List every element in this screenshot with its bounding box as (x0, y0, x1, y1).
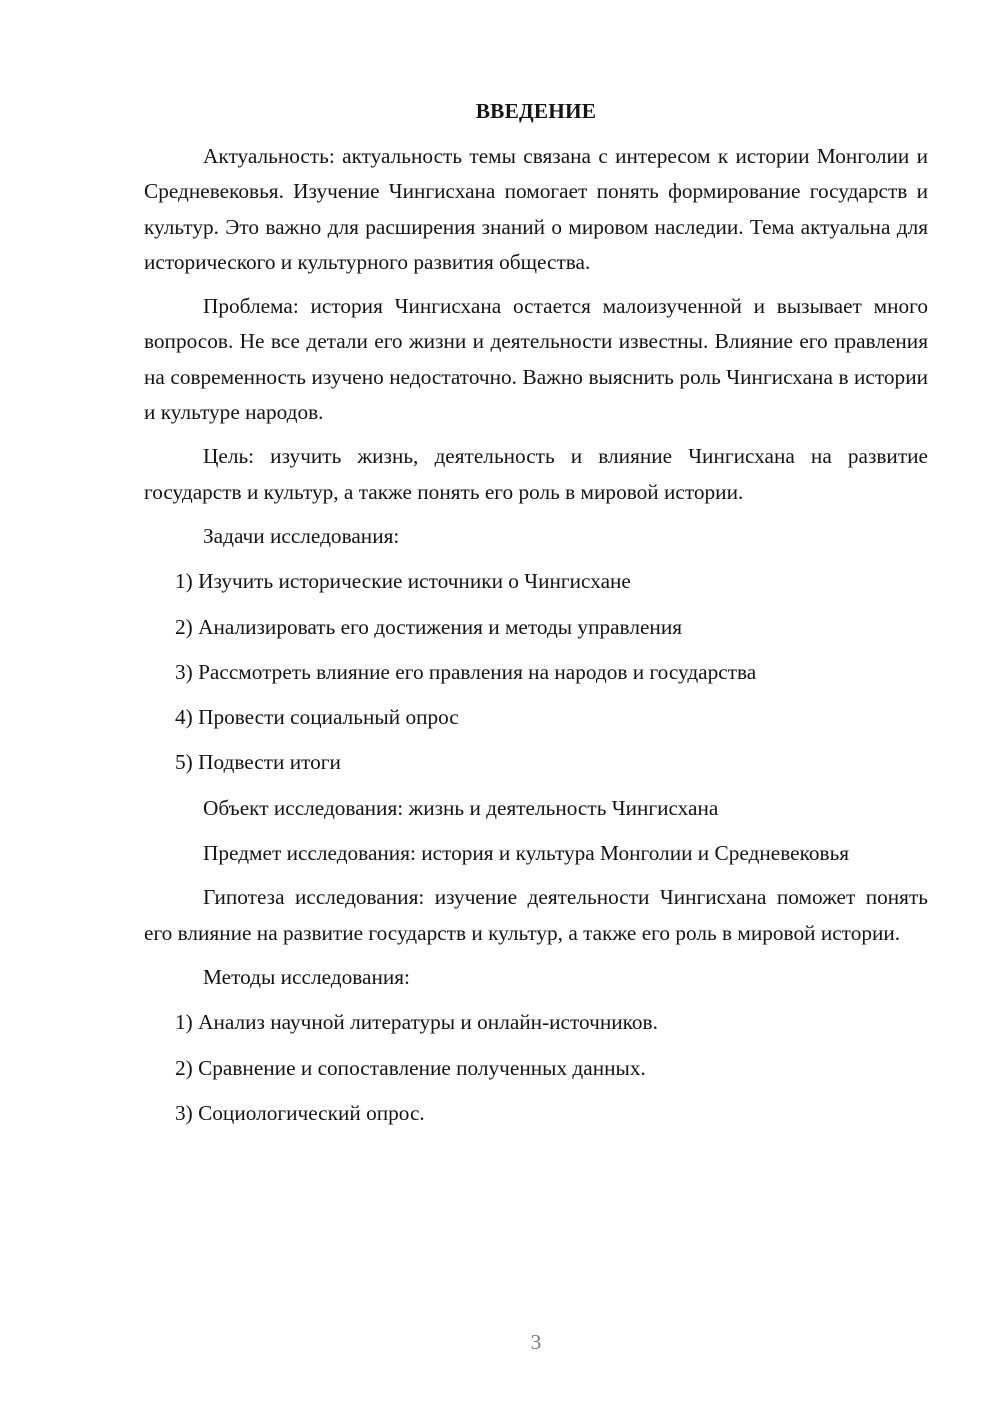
research-subject: Предмет исследования: история и культура Монголии и Средневековья (203, 841, 850, 866)
method-item: 1) Анализ научной литературы и онлайн-источников. (175, 1010, 658, 1035)
task-item: 5) Подвести итоги (175, 750, 341, 775)
problem-paragraph: Проблема: история Чингисхана остается малоизученной и вызывает много вопросов. Не все детали его жизни и деятельности известны. Влияние его правления на современность изучено недостаточно. Важно выяснить роль Чингисхана в истории и культуре народов. (144, 294, 928, 425)
page-number: 3 (530, 1330, 542, 1354)
task-item: 1) Изучить исторические источники о Чингисхане (175, 569, 631, 594)
research-object: Объект исследования: жизнь и деятельность Чингисхана (203, 795, 719, 820)
methods-heading: Методы исследования: (203, 964, 410, 989)
goal-paragraph: Цель: изучить жизнь, деятельность и влияние Чингисхана на развитие государств и культур, а также понять его роль в мировой истории. (144, 444, 928, 504)
tasks-heading: Задачи исследования: (203, 523, 400, 548)
task-item: 4) Провести социальный опрос (175, 705, 459, 730)
method-item: 3) Социологический опрос. (175, 1100, 425, 1125)
task-item: 3) Рассмотреть влияние его правления на народов и государства (175, 659, 757, 684)
task-item: 2) Анализировать его достижения и методы управления (175, 614, 683, 639)
research-hypothesis: Гипотеза исследования: изучение деятельности Чингисхана поможет понять его влияние на развитие государств и культур, а также его роль в мировой истории. (144, 885, 928, 945)
section-title: ВВЕДЕНИЕ (475, 99, 597, 123)
method-item: 2) Сравнение и сопоставление полученных данных. (175, 1055, 646, 1080)
relevance-paragraph: Актуальность: актуальность темы связана с интересом к истории Монголии и Средневековья. Изучение Чингисхана помогает понять формирование государств и культур. Это важно для расширения знаний о мировом наследии. Тема актуальна для исторического и культурного развития общества. (144, 144, 928, 274)
page-content (144, 96, 928, 1141)
